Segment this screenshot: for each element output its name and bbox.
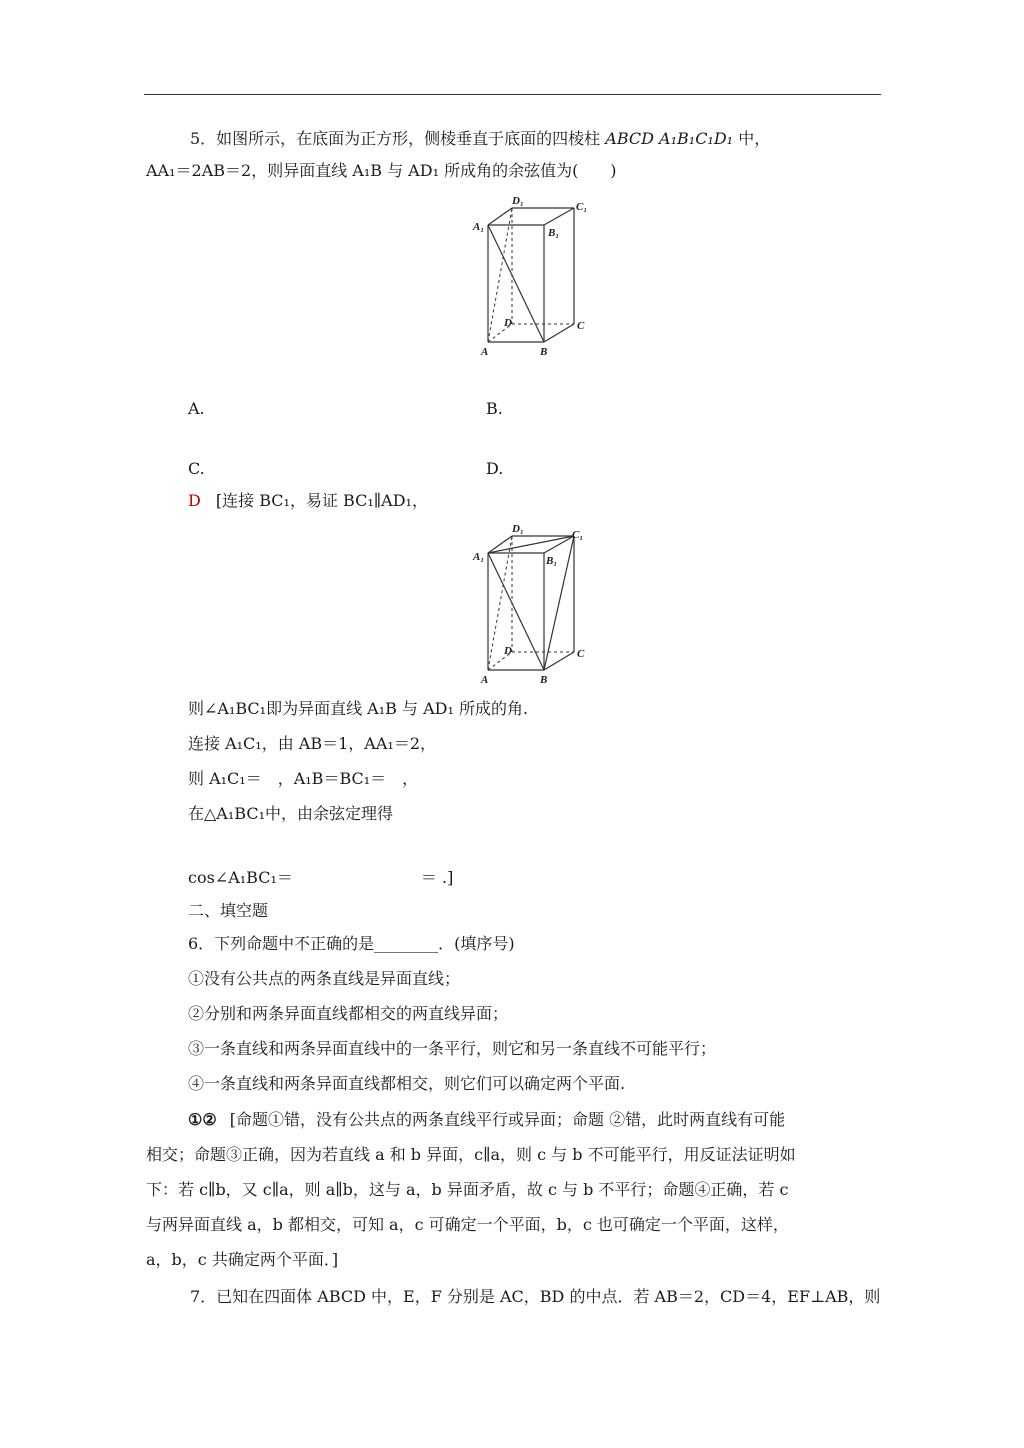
fig2-label-c: C <box>577 648 585 660</box>
q6-solution-line1 <box>188 1109 785 1131</box>
solution5-step6: cos∠A₁BC₁＝ ＝ .] <box>188 868 454 887</box>
q6-answer: ①② <box>188 1110 217 1129</box>
q6-stem: 6．下列命题中不正确的是________．(填序号) <box>188 934 515 953</box>
solution5-answer: D <box>188 491 201 510</box>
fig1-label-c: C <box>577 320 585 332</box>
q7-stem: 7．已知在四面体 ABCD 中，E，F 分别是 AC，BD 的中点．若 AB＝2，CD＝4，EF⊥AB，则 <box>190 1287 881 1306</box>
q6-item-3: ③一条直线和两条异面直线中的一条平行，则它和另一条直线不可能平行； <box>188 1039 717 1058</box>
q6-solution-line5: a，b，c 共确定两个平面．] <box>146 1250 339 1269</box>
q6-item-4: ④一条直线和两条异面直线都相交，则它们可以确定两个平面. <box>188 1074 626 1093</box>
fig2-label-a: A <box>481 674 489 686</box>
fig2-label-b: B <box>540 674 548 686</box>
fig1-label-a: A <box>481 346 489 358</box>
option-b[interactable]: B. <box>486 399 503 418</box>
fig2-label-c1: C₁ <box>572 529 584 541</box>
prism-figure-1 <box>470 192 590 362</box>
q5-line2: AA₁＝2AB＝2，则异面直线 A₁B 与 AD₁ 所成角的余弦值为( ) <box>146 161 617 180</box>
fig2-label-d: D <box>504 645 512 657</box>
q6-solution-line2: 相交；命题③正确，因为若直线 a 和 b 异面，c∥a，则 c 与 b 不可能平行，用反证法证明如 <box>146 1145 796 1164</box>
q5-line1-suffix: 中， <box>738 129 771 148</box>
q6-sol-text-1: [命题①错，没有公共点的两条直线平行或异面；命题 ②错，此时两直线有可能 <box>229 1110 786 1129</box>
fig1-label-d: D <box>504 317 512 329</box>
solution5-line1 <box>188 490 428 512</box>
solution5-step2: 则∠A₁BC₁即为异面直线 A₁B 与 AD₁ 所成的角. <box>188 699 529 718</box>
fig1-label-b1: B₁ <box>548 227 560 239</box>
q6-solution-line4: 与两异面直线 a，b 都相交，可知 a，c 可确定一个平面，b，c 也可确定一个平面，这样， <box>146 1215 789 1234</box>
q6-solution-line3: 下：若 c∥b，又 c∥a，则 a∥b，这与 a，b 异面矛盾，故 c 与 b 不平行；命题④正确，若 c <box>146 1180 789 1199</box>
section-title-fill-in: 二、填空题 <box>188 901 269 920</box>
q5-line1 <box>190 128 770 150</box>
fig2-label-b1: B₁ <box>546 555 558 567</box>
fig1-label-b: B <box>540 346 548 358</box>
option-a[interactable]: A. <box>188 399 205 418</box>
fig1-label-c1: C₁ <box>576 201 588 213</box>
q6-item-2: ②分别和两条异面直线都相交的两直线异面； <box>188 1004 509 1023</box>
fig2-label-a1: A₁ <box>473 551 485 563</box>
option-d[interactable]: D. <box>486 459 504 478</box>
header-rule <box>144 94 881 95</box>
solution5-step4: 则 A₁C₁＝ ，A₁B＝BC₁＝ ， <box>188 769 419 788</box>
solution5-step1: [连接 BC₁，易证 BC₁∥AD₁， <box>215 491 428 510</box>
fig1-label-d1: D₁ <box>512 195 524 207</box>
fig2-label-d1: D₁ <box>512 523 524 535</box>
fig1-label-a1: A₁ <box>473 221 485 233</box>
solution5-step3: 连接 A₁C₁，由 AB＝1，AA₁＝2， <box>188 734 436 753</box>
q5-prism-name: ABCD A₁B₁C₁D₁ <box>605 129 734 148</box>
q5-line1-prefix: 5．如图所示，在底面为正方形，侧棱垂直于底面的四棱柱 <box>190 129 601 148</box>
solution5-step5: 在△A₁BC₁中，由余弦定理得 <box>188 804 393 823</box>
q6-item-1: ①没有公共点的两条直线是异面直线； <box>188 969 461 988</box>
option-c[interactable]: C. <box>188 459 205 478</box>
prism-figure-2 <box>470 520 590 690</box>
